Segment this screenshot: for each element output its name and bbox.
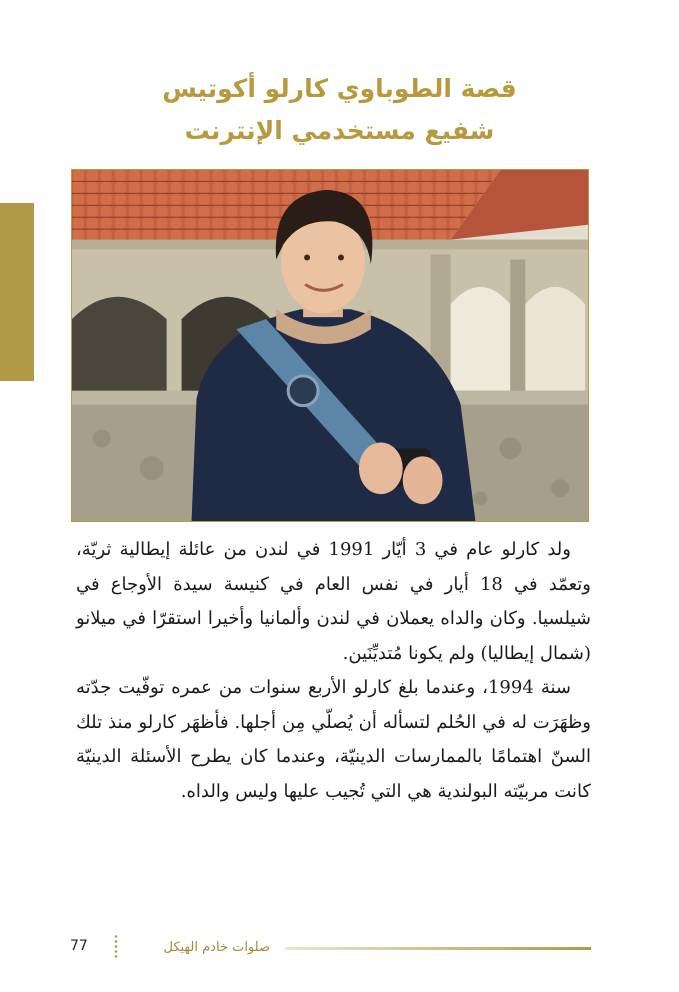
paragraph-1: ولد كارلو عام في 3 أيّار 1991 في لندن من عائلة إيطالية ثريّة، وتعمّد في 18 أيار في نفس العام في كنيسة سيدة الأوجاع في شيلسيا. وكان والداه يعملان في لندن وألمانيا وأخيرا استقرّا في ميلانو (شمال إيطاليا) ولم يكونا مُتديِّنَين. (76, 539, 591, 664)
portrait-photo (71, 169, 589, 522)
title-line-1: قصة الطوباوي كارلو أكوتيس (162, 74, 517, 103)
page-title (40, 68, 639, 152)
footer-book-title: صلوات خادم الهيكل (163, 940, 270, 955)
article-body (76, 533, 591, 809)
side-tab-marker (0, 203, 34, 381)
title-line-2: شفيع مستخدمي الإنترنت (184, 116, 495, 145)
page-number: 77 (70, 938, 88, 954)
footer-dots-divider (114, 934, 118, 960)
footer-rule (285, 947, 591, 950)
photo-illustration (72, 170, 588, 521)
paragraph-2: سنة 1994، وعندما بلغ كارلو الأربع سنوات من عمره توفّيت جدّته وظهَرَت له في الحُلم لتسأله أن يُصلّي مِن أجلها. فأظهَر كارلو منذ تلك السنّ اهتمامًا بالممارسات الدينيّة، وعندما كان يطرح الأسئلة الدينيّة كانت مربيّته البولندية هي التي تُجيب عليها وليس والداه. (76, 677, 591, 802)
